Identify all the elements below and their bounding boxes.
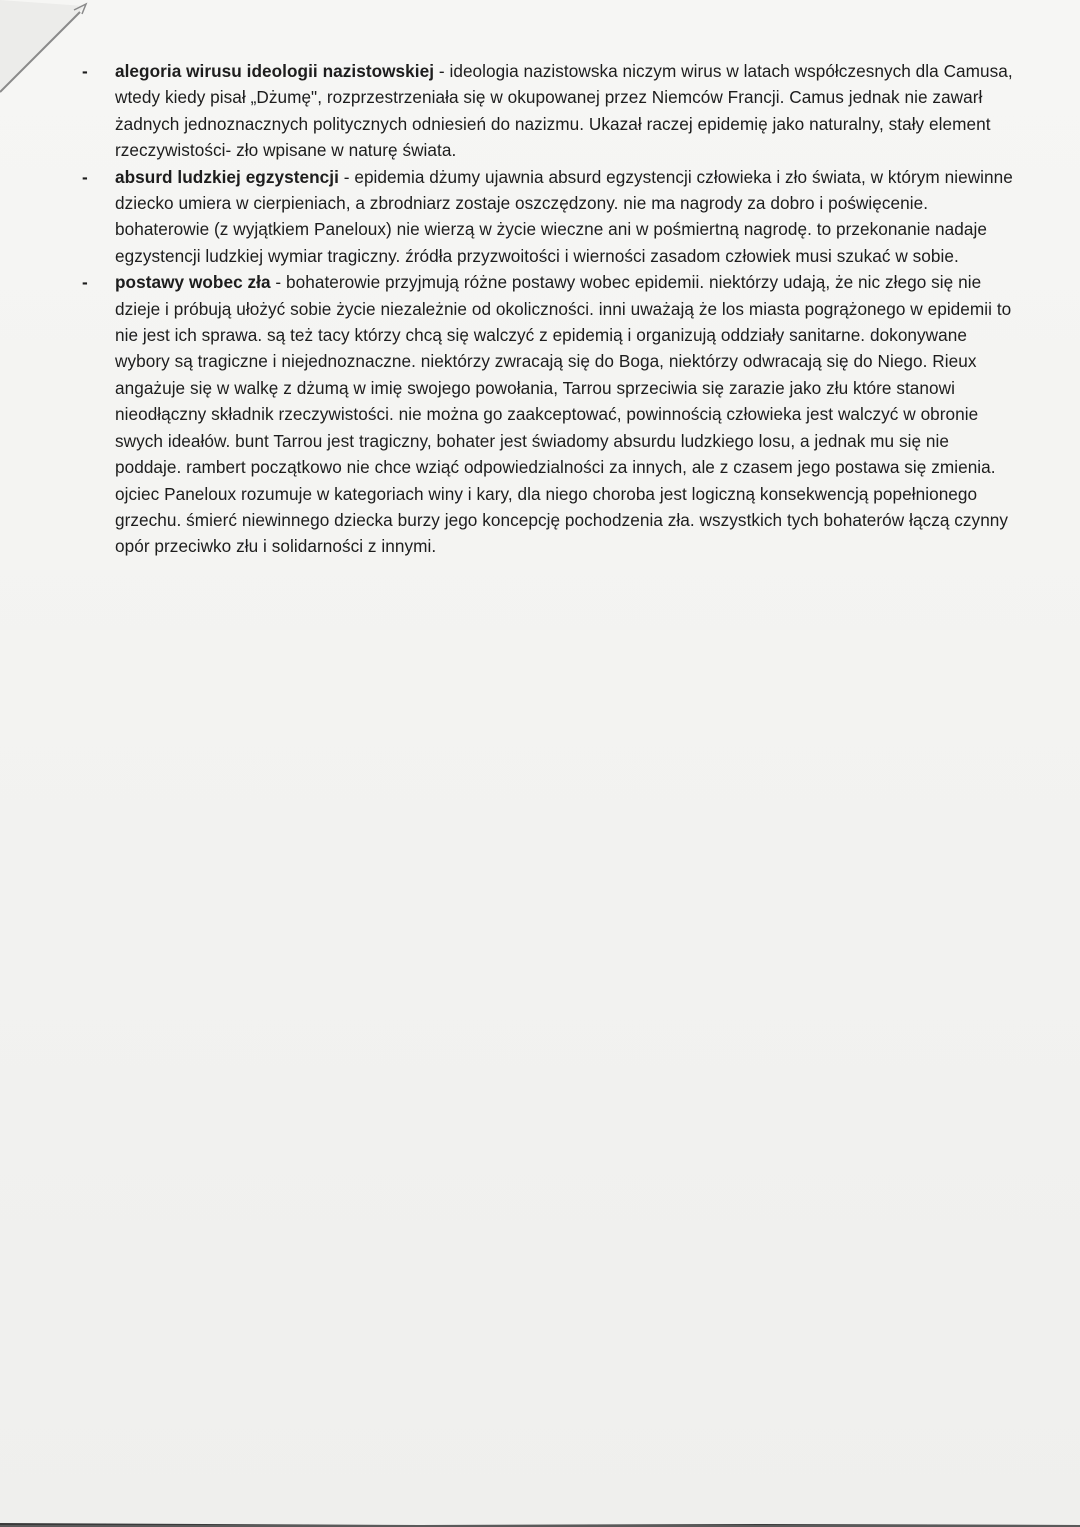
bullet: - — [82, 166, 88, 187]
page-bottom-edge — [0, 1513, 1080, 1527]
notes-list — [78, 58, 1013, 560]
item-term: absurd ludzkiej egzystencji — [115, 166, 339, 187]
item-text: - epidemia dżumy ujawnia absurd egzystencji człowieka i zło świata, w którym niewinne dziecko umiera w cierpieniach, a zbrodniarz zostaje oszczędzony. nie ma nagrody za dobro i poświęcenie. bohaterowie (z wyjątkiem Paneloux) nie wierzą w życie wieczne ani w pośmiertną nagrodę. to przekonanie nadaje egzystencji ludzkiej wymiar tragiczny. źródła przyzwoitości i wierności zasadom człowiek musi szukać w sobie. — [115, 166, 1013, 266]
item-text: - bohaterowie przyjmują różne postawy wobec epidemii. niektórzy udają, że nic złego się nie dzieje i próbują ułożyć sobie życie niezależnie od okoliczności. inni uważają że los miasta pogrążonego w epidemii to nie jest ich sprawa. są też tacy którzy chcą się walczyć z epidemią i organizują oddziały sanitarne. dokonywane wybory są tragiczne i niejednoznaczne. niektórzy zwracają się do Boga, niektórzy odwracają się do Niego. Rieux angażuje się w walkę z dżumą w imię swojego powołania, Tarrou sprzeciwia się zarazie jako złu które stanowi nieodłączny składnik rzeczywistości. nie można go zaakceptować, powinnością człowieka jest walczyć w obronie swych ideałów. bunt Tarrou jest tragiczny, bohater jest świadomy absurdu ludzkiego losu, a jednak mu się nie poddaje. rambert początkowo nie chce wziąć odpowiedzialności za innych, ale z czasem jego postawa się zmienia. ojciec Paneloux rozumuje w kategoriach winy i kary, dla niego choroba jest logiczną konsekwencją popełnionego grzechu. śmierć niewinnego dziecka burzy jego koncepcję pochodzenia zła. wszystkich tych bohaterów łączą czynny opór przeciwko złu i solidarności z innymi. — [115, 272, 1012, 557]
item-term: postawy wobec zła — [115, 272, 271, 293]
item-term: alegoria wirusu ideologii nazistowskiej — [115, 61, 435, 81]
bullet: - — [82, 61, 88, 81]
list-item — [78, 164, 1013, 270]
list-item — [78, 269, 1013, 559]
list-item — [78, 58, 1013, 164]
item-text: - ideologia nazistowska niczym wirus w latach współczesnych dla Camusa, wtedy kiedy pisał „Dżumę", rozprzestrzeniała się w okupowanej przez Niemców Francji. Camus jednak nie zawarł żadnych jednoznacznych politycznych odniesień do nazizmu. Ukazał raczej epidemię jako naturalny, stały element rzeczywistości- zło wpisane w naturę świata. — [115, 61, 1013, 161]
bullet: - — [82, 272, 88, 293]
